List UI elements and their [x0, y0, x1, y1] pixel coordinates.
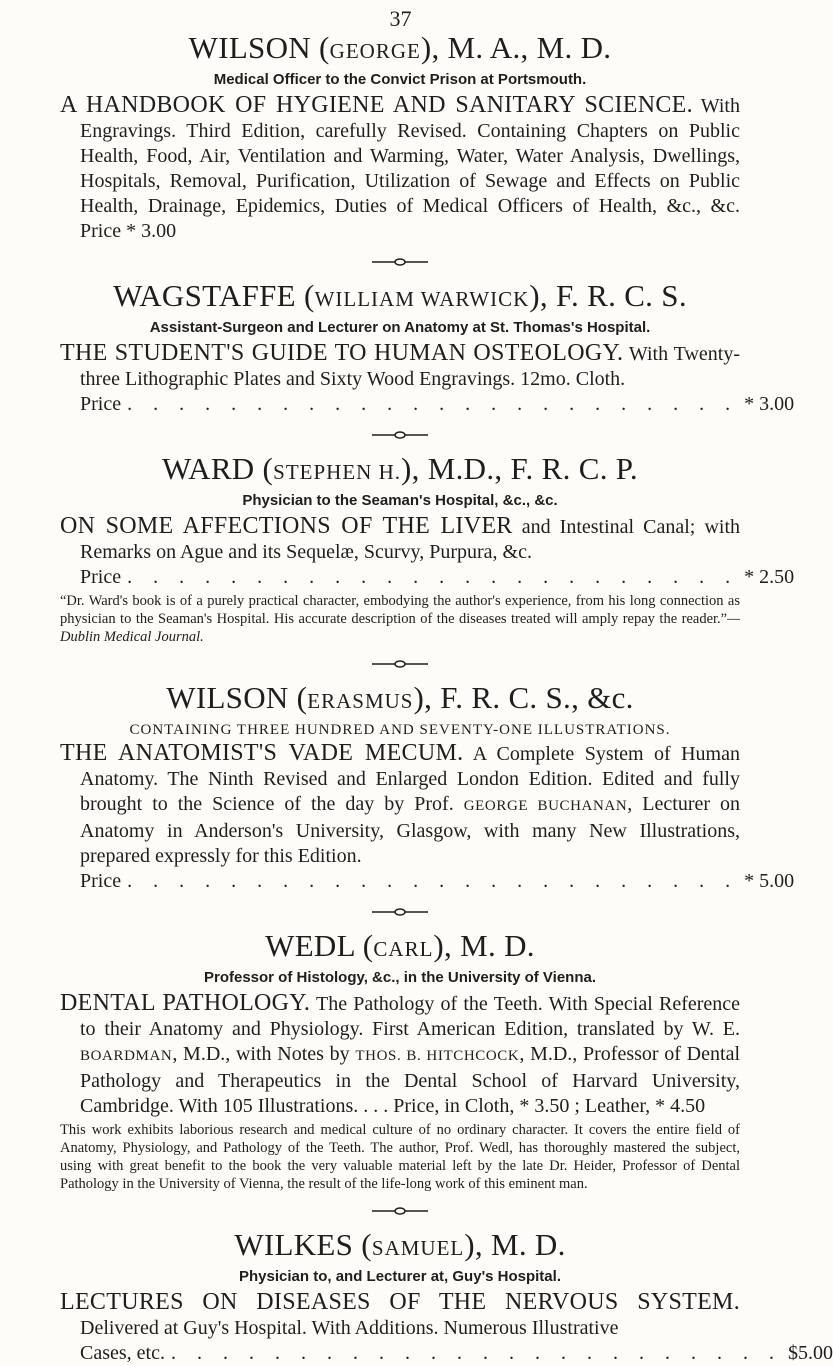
author-credentials: ), F. R. C. S. — [529, 278, 687, 313]
ornament-separator — [372, 258, 428, 266]
catalogue-entry — [60, 1227, 833, 1366]
review-quote — [60, 1121, 740, 1193]
price-leader: . . . . . . . . . . . . . . . . . . . . . . . . — [127, 566, 739, 588]
author-credentials: ), M. D. — [464, 1227, 566, 1262]
description-text: Delivered at Guy's Hospital. With Additions. Numerous Illustrative — [80, 1317, 619, 1339]
price-label: Price — [80, 393, 122, 415]
ornament-separator — [372, 431, 428, 439]
price-line — [60, 869, 795, 894]
catalogue-entry — [60, 451, 795, 646]
price-line — [60, 392, 795, 417]
author-heading — [60, 680, 740, 719]
author-credentials: ), F. R. C. S., &c. — [413, 680, 634, 715]
ornament-separator — [372, 1207, 428, 1215]
description-text-mid: , M.D., with Notes by — [172, 1043, 350, 1065]
editor-name: GEORGE BUCHANAN — [463, 798, 628, 814]
author-given-name: ERASMUS — [307, 689, 414, 713]
catalogue-entry — [60, 278, 795, 417]
author-given-name: WILLIAM WARWICK — [314, 287, 530, 311]
description-text: and Intestinal Canal; with Remarks on Ague and its Sequelæ, Scurvy, Purpura, &c. — [80, 516, 740, 563]
annotator-name: THOS. B. HITCHCOCK — [355, 1048, 520, 1064]
author-heading — [60, 451, 740, 490]
author-name: WAGSTAFFE ( — [113, 278, 315, 313]
book-title: A HANDBOOK OF HYGIENE AND SANITARY SCIENCE. — [60, 92, 693, 118]
author-given-name: GEORGE — [329, 39, 421, 63]
price-amount: * 5.00 — [744, 870, 795, 892]
price-leader: . . . . . . . . . . . . . . . . . . . . . . . . — [127, 393, 739, 415]
author-position: Assistant-Surgeon and Lecturer on Anatomy at St. Thomas's Hospital. — [149, 319, 651, 336]
book-description — [60, 991, 740, 1119]
book-title: DENTAL PATHOLOGY. — [60, 990, 311, 1016]
description-text: With Twenty-three Lithographic Plates and Sixty Wood Engravings. 12mo. Cloth. — [80, 343, 741, 390]
author-name: WILSON ( — [188, 30, 330, 65]
price-text: . . . Price, in Cloth, * 3.50 ; Leather, * 4.50 — [363, 1095, 706, 1117]
author-position: Medical Officer to the Convict Prison at Portsmouth. — [213, 71, 587, 88]
quote-source: —Dublin Medical Journal. — [60, 611, 740, 645]
price-label: Price — [80, 870, 122, 892]
ornament-separator — [372, 908, 428, 916]
author-heading — [60, 1227, 740, 1266]
book-title: LECTURES ON DISEASES OF THE NERVOUS SYSTEM. — [60, 1289, 740, 1315]
description-text-cont: , M.D., Professor of Dental Pathology and Therapeutics in the Dental School of Harvard University, Cambridge. With 105 Illustrations. — [80, 1043, 740, 1117]
book-description — [60, 1290, 740, 1341]
book-description — [60, 514, 740, 565]
description-text: A Complete System of Human Anatomy. The Ninth Revised and Enlarged London Edition. Edited and fully brought to the Science of the day by Prof. — [80, 743, 740, 815]
catalogue-entry — [60, 30, 740, 244]
price-amount: $5.00 — [787, 1342, 833, 1364]
author-name: WARD ( — [162, 451, 274, 486]
price-text: Price * 3.00 — [80, 220, 177, 242]
author-heading — [60, 928, 740, 967]
ornament-separator — [372, 660, 428, 668]
price-amount: * 2.50 — [744, 566, 795, 588]
catalogue-entries — [60, 30, 833, 1366]
book-description — [60, 341, 740, 392]
price-leader: . . . . . . . . . . . . . . . . . . . . . . . . — [127, 870, 739, 892]
book-description — [60, 93, 740, 244]
author-heading — [60, 278, 740, 317]
catalogue-entry — [60, 680, 795, 894]
author-position: Professor of Histology, &c., in the University of Vienna. — [203, 969, 597, 986]
price-amount: * 3.00 — [744, 393, 795, 415]
price-label: Cases, etc. — [80, 1342, 165, 1364]
price-line — [60, 565, 795, 590]
price-label: Price — [80, 566, 122, 588]
book-title: THE STUDENT'S GUIDE TO HUMAN OSTEOLOGY. — [60, 340, 624, 366]
author-name: WILKES ( — [234, 1227, 372, 1262]
page-number: 37 — [389, 6, 412, 31]
author-position: Physician to the Seaman's Hospital, &c., &c. — [242, 492, 558, 509]
review-quote — [60, 592, 740, 646]
book-description — [60, 741, 740, 869]
author-given-name: STEPHEN H. — [273, 460, 402, 484]
description-text-cont: , Lecturer on Anatomy in Anderson's University, Glasgow, with many New Illustrations, prepared expressly for this Edition. — [80, 793, 740, 867]
description-text: The Pathology of the Teeth. With Special Reference to their Anatomy and Physiology. First American Edition, translated by W. E. — [80, 993, 741, 1040]
price-leader: . . . . . . . . . . . . . . . . . . . . . . . . — [170, 1342, 782, 1364]
price-line — [60, 1341, 833, 1366]
quote-text: “Dr. Ward's book is of a purely practical character, embodying the author's experience, from his long connection as physician to the Seaman's Hospital. His accurate description of the diseases treated will amply repay the reader.” — [60, 593, 740, 627]
quote-text: This work exhibits laborious research and medical culture of no ordinary character. It covers the entire field of Anatomy, Physiology, and Pathology of the Teeth. The author, Prof. Wedl, has thoroughly mastered the subject, using with great benefit to the book the very valuable material left by the late Dr. Heider, Professor of Dental Pathology in the University of Vienna, the result of the life-long work of this eminent man. — [60, 1122, 740, 1192]
book-title: ON SOME AFFECTIONS OF THE LIVER — [60, 513, 513, 539]
book-title: THE ANATOMIST'S VADE MECUM. — [60, 740, 464, 766]
author-position: Physician to, and Lecturer at, Guy's Hospital. — [239, 1268, 561, 1285]
author-given-name: CARL — [373, 937, 434, 961]
author-credentials: ), M. D. — [433, 928, 535, 963]
author-given-name: SAMUEL — [371, 1236, 465, 1260]
illustrations-note: CONTAINING THREE HUNDRED AND SEVENTY-ONE ILLUSTRATIONS. — [129, 722, 671, 738]
author-name: WILSON ( — [166, 680, 308, 715]
translator-name: BOARDMAN — [80, 1048, 173, 1064]
author-credentials: ), M.D., F. R. C. P. — [401, 451, 638, 486]
catalogue-entry — [60, 928, 740, 1193]
author-heading — [60, 30, 740, 69]
author-credentials: ), M. A., M. D. — [420, 30, 612, 65]
description-text: With Engravings. Third Edition, carefully Revised. Containing Chapters on Public Health, Food, Air, Ventilation and Warming, Water, Water Analysis, Dwellings, Hospitals, Removal, Purification, Utilization of Sewage and Effects on Public Health, Drainage, Epidemics, Duties of Medical Officers of Health, &c., &c. — [80, 95, 740, 217]
author-name: WEDL ( — [265, 928, 374, 963]
